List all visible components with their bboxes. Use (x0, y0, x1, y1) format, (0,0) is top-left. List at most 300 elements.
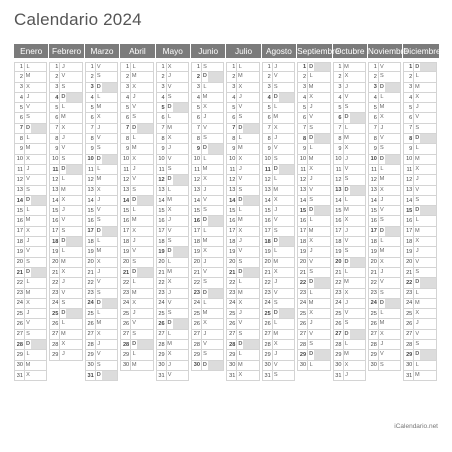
weekday-letter: M (24, 361, 31, 370)
weekday-letter: X (272, 268, 279, 277)
day-note-area (208, 216, 223, 225)
weekday-letter: L (378, 237, 385, 246)
day-number: 29 (229, 351, 236, 358)
day-number: 4 (232, 94, 236, 101)
day-note-area (102, 124, 117, 133)
day-cell (156, 258, 189, 268)
day-cell (226, 72, 259, 82)
day-cell (191, 62, 224, 72)
day-note-area (31, 258, 46, 267)
day-cell (297, 186, 330, 196)
day-cell (120, 258, 153, 268)
weekday-letter: D (309, 64, 314, 70)
weekday-letter: L (307, 216, 314, 225)
weekday-letter: J (272, 63, 279, 71)
day-cell (120, 72, 153, 82)
day-cell (368, 299, 401, 309)
day-note-area (173, 83, 188, 92)
weekday-letter: J (413, 103, 420, 112)
day-number: 12 (264, 176, 271, 183)
day-cell (49, 340, 82, 350)
weekday-letter: V (378, 350, 385, 359)
day-cell (368, 93, 401, 103)
day-note-area (385, 134, 400, 143)
day-note-area (31, 72, 46, 81)
day-cell (226, 268, 259, 278)
day-cell (333, 299, 366, 309)
weekday-letter: V (166, 83, 173, 92)
day-note-area (31, 134, 46, 143)
day-note-area (350, 330, 365, 339)
day-number: 4 (338, 94, 342, 101)
day-note-area (350, 134, 365, 143)
day-number: 11 (87, 166, 94, 173)
day-cell (226, 83, 259, 93)
day-number: 30 (229, 362, 236, 369)
day-number: 21 (193, 269, 200, 276)
day-note-area (350, 83, 365, 92)
day-cell (85, 361, 118, 371)
weekday-letter: X (236, 155, 243, 164)
day-number: 21 (87, 269, 94, 276)
day-cell (120, 278, 153, 288)
weekday-letter: J (413, 319, 420, 328)
day-number: 4 (90, 94, 94, 101)
day-note-area (314, 72, 329, 81)
weekday-letter: M (201, 93, 208, 102)
day-cell (262, 134, 295, 144)
day-number: 6 (232, 115, 236, 122)
day-number: 8 (126, 135, 130, 142)
day-note-area (420, 93, 435, 102)
day-note-area (66, 124, 81, 133)
month-header-junio: Junio (191, 44, 226, 58)
day-number: 17 (299, 228, 307, 235)
day-note-area (385, 206, 400, 215)
day-note-area (420, 268, 435, 277)
day-number: 24 (122, 300, 130, 307)
month-column-julio (226, 62, 261, 381)
day-number: 11 (52, 166, 59, 173)
day-cell (333, 103, 366, 113)
day-number: 31 (16, 372, 23, 379)
day-cell (49, 289, 82, 299)
weekday-letter: J (236, 309, 243, 318)
day-cell (297, 330, 330, 340)
day-note-area (243, 103, 258, 112)
day-cell (368, 330, 401, 340)
day-number: 29 (87, 351, 94, 358)
day-cell (191, 186, 224, 196)
weekday-letter: L (343, 340, 350, 349)
day-cell (368, 361, 401, 371)
day-cell (262, 258, 295, 268)
weekday-letter: S (201, 63, 208, 71)
day-cell (226, 196, 259, 206)
weekday-letter: J (24, 237, 31, 246)
day-note-area (173, 309, 188, 318)
weekday-letter: M (378, 175, 385, 184)
day-number: 7 (373, 125, 377, 132)
day-note-area (350, 113, 365, 122)
weekday-letter: J (166, 72, 173, 81)
weekday-letter: L (378, 309, 385, 318)
weekday-letter: X (343, 72, 350, 81)
day-note-area (173, 186, 188, 195)
day-number: 20 (299, 259, 307, 266)
day-note-area (420, 186, 435, 195)
day-cell (297, 206, 330, 216)
weekday-letter: X (236, 371, 243, 380)
day-number: 8 (232, 135, 236, 142)
day-number: 29 (370, 351, 377, 358)
day-note-area (66, 103, 81, 112)
day-number: 3 (55, 84, 59, 91)
day-note-area (314, 227, 329, 236)
day-note-area (279, 289, 294, 298)
day-number: 10 (229, 156, 236, 163)
day-note-area (31, 144, 46, 153)
weekday-letter: S (95, 361, 102, 370)
day-note-area (314, 206, 329, 215)
weekday-letter: S (378, 72, 385, 81)
day-number: 28 (122, 341, 130, 348)
day-cell (156, 237, 189, 247)
day-cell (191, 206, 224, 216)
weekday-letter: L (166, 330, 173, 339)
day-note-area (243, 186, 258, 195)
day-cell (49, 278, 82, 288)
day-number: 30 (264, 362, 271, 369)
day-number: 2 (196, 73, 200, 80)
weekday-letter: D (59, 237, 66, 246)
day-cell (333, 361, 366, 371)
day-cell (85, 134, 118, 144)
weekday-letter: J (59, 134, 66, 143)
day-note-area (314, 350, 329, 359)
month-column-febrero (49, 62, 84, 381)
day-cell (297, 175, 330, 185)
weekday-letter: J (378, 340, 385, 349)
day-number: 11 (371, 166, 377, 173)
weekday-letter: D (130, 340, 137, 349)
weekday-letter: L (24, 63, 31, 71)
day-number: 31 (335, 372, 342, 379)
day-cell (49, 103, 82, 113)
day-number: 7 (267, 125, 271, 132)
day-number: 18 (370, 238, 377, 245)
day-cell (191, 268, 224, 278)
weekday-letter: V (130, 103, 137, 112)
weekday-letter: S (59, 227, 66, 236)
day-cell (14, 247, 47, 257)
weekday-letter: X (201, 103, 208, 112)
weekday-letter: J (272, 134, 279, 143)
day-number: 3 (126, 84, 130, 91)
day-note-area (173, 165, 188, 174)
day-note-area (66, 247, 81, 256)
day-cell (262, 247, 295, 257)
day-number: 25 (335, 310, 342, 317)
day-number: 15 (87, 207, 94, 214)
day-note-area (314, 319, 329, 328)
weekday-letter: L (413, 72, 420, 81)
day-number: 11 (335, 166, 342, 173)
weekday-letter: M (236, 72, 243, 81)
weekday-letter: S (130, 330, 137, 339)
day-number: 21 (16, 269, 23, 276)
day-number: 26 (16, 321, 23, 328)
weekday-letter: S (201, 278, 208, 287)
weekday-letter: X (378, 258, 385, 267)
day-note-area (137, 216, 152, 225)
weekday-letter: M (378, 319, 385, 328)
day-number: 23 (335, 290, 342, 297)
day-cell (85, 371, 118, 381)
day-cell (403, 196, 436, 206)
day-note-area (420, 216, 435, 225)
day-note-area (420, 258, 435, 267)
day-note-area (66, 268, 81, 277)
day-note-area (279, 309, 294, 318)
day-number: 17 (16, 228, 23, 235)
day-number: 20 (193, 259, 200, 266)
weekday-letter: V (24, 175, 31, 184)
day-note-area (385, 113, 400, 122)
day-number: 22 (335, 279, 342, 286)
day-cell (262, 175, 295, 185)
day-note-area (102, 72, 117, 81)
weekday-letter: X (95, 258, 102, 267)
day-note-area (350, 278, 365, 287)
weekday-letter: M (95, 247, 102, 256)
weekday-letter: J (95, 124, 102, 133)
day-note-area (173, 361, 188, 370)
day-note-area (243, 113, 258, 122)
day-number: 15 (52, 207, 59, 214)
weekday-letter: L (59, 247, 66, 256)
day-note-area (31, 247, 46, 256)
day-cell (226, 299, 259, 309)
day-cell (297, 350, 330, 360)
day-note-area (314, 247, 329, 256)
weekday-letter: L (95, 93, 102, 102)
weekday-letter: S (130, 258, 137, 267)
day-cell (191, 93, 224, 103)
day-note-area (31, 103, 46, 112)
day-number: 12 (87, 176, 94, 183)
day-number: 4 (19, 94, 23, 101)
day-number: 8 (409, 135, 413, 142)
day-number: 20 (406, 259, 413, 266)
day-number: 19 (16, 248, 23, 255)
day-note-area (385, 196, 400, 205)
weekday-letter: M (307, 83, 314, 92)
day-number: 27 (193, 331, 200, 338)
weekday-letter: M (272, 113, 279, 122)
day-number: 15 (335, 207, 342, 214)
weekday-letter: S (378, 144, 385, 153)
weekday-letter: D (59, 165, 66, 174)
day-number: 16 (335, 218, 342, 225)
weekday-letter: V (59, 216, 66, 225)
weekday-letter: M (201, 309, 208, 318)
day-cell (262, 93, 295, 103)
day-number: 13 (335, 187, 342, 194)
weekday-letter: J (201, 258, 208, 267)
day-number: 15 (264, 207, 271, 214)
day-cell (85, 186, 118, 196)
day-cell (14, 206, 47, 216)
day-note-area (208, 206, 223, 215)
day-cell (156, 206, 189, 216)
weekday-letter: M (272, 330, 279, 339)
day-cell (226, 206, 259, 216)
day-number: 5 (267, 104, 271, 111)
day-number: 14 (335, 197, 342, 204)
weekday-letter: D (307, 206, 314, 215)
weekday-letter: V (272, 289, 279, 298)
weekday-letter: X (95, 113, 102, 122)
day-cell (156, 216, 189, 226)
weekday-letter: D (343, 258, 350, 267)
day-number: 20 (264, 259, 271, 266)
day-note-area (314, 237, 329, 246)
day-number: 17 (193, 228, 200, 235)
day-cell (156, 371, 189, 381)
day-note-area (208, 247, 223, 256)
day-number: 25 (52, 310, 59, 317)
weekday-letter: L (95, 309, 102, 318)
day-cell (226, 165, 259, 175)
day-number: 6 (267, 115, 271, 122)
weekday-letter: S (95, 72, 102, 81)
day-note-area (137, 330, 152, 339)
weekday-letter: L (59, 175, 66, 184)
day-note-area (66, 93, 81, 102)
day-note-area (350, 247, 365, 256)
day-cell (297, 278, 330, 288)
day-note-area (350, 289, 365, 298)
day-note-area (173, 124, 188, 133)
day-note-area (279, 350, 294, 359)
day-number: 30 (335, 362, 342, 369)
day-note-area (243, 340, 258, 349)
day-cell (403, 340, 436, 350)
day-note-area (208, 258, 223, 267)
weekday-letter: M (236, 361, 243, 370)
day-note-area (66, 72, 81, 81)
day-cell (403, 330, 436, 340)
day-note-area (420, 289, 435, 298)
weekday-letter: S (59, 83, 66, 92)
day-note-area (314, 113, 329, 122)
day-cell (85, 83, 118, 93)
weekday-letter: D (201, 144, 208, 153)
weekday-letter: X (343, 216, 350, 225)
day-note-area (279, 165, 294, 174)
day-cell (120, 134, 153, 144)
day-note-area (350, 175, 365, 184)
day-note-area (385, 258, 400, 267)
weekday-letter: D (59, 93, 66, 102)
day-note-area (137, 289, 152, 298)
day-cell (156, 186, 189, 196)
weekday-letter: X (130, 227, 137, 236)
day-cell (156, 247, 189, 257)
weekday-letter: L (130, 278, 137, 287)
day-cell (85, 165, 118, 175)
day-number: 6 (303, 115, 307, 122)
weekday-letter: V (236, 247, 243, 256)
day-number: 3 (19, 84, 23, 91)
day-note-area (314, 83, 329, 92)
day-note-area (279, 93, 294, 102)
weekday-letter: X (95, 186, 102, 195)
weekday-letter: M (307, 227, 314, 236)
weekday-letter: V (378, 206, 385, 215)
day-cell (297, 103, 330, 113)
day-number: 28 (406, 341, 413, 348)
weekday-letter: V (59, 72, 66, 81)
day-note-area (173, 340, 188, 349)
day-note-area (137, 124, 152, 133)
weekday-letter: M (413, 155, 420, 164)
weekday-letter: X (24, 155, 31, 164)
day-number: 14 (52, 197, 59, 204)
day-note-area (385, 165, 400, 174)
day-note-area (66, 319, 81, 328)
weekday-letter: J (59, 350, 66, 359)
day-number: 13 (158, 187, 165, 194)
day-cell (120, 186, 153, 196)
day-note-area (279, 175, 294, 184)
day-note-area (173, 258, 188, 267)
weekday-letter: V (307, 186, 314, 195)
day-number: 8 (55, 135, 59, 142)
weekday-letter: M (24, 289, 31, 298)
day-note-area (385, 93, 400, 102)
weekday-letter: L (307, 361, 314, 370)
day-number: 29 (264, 351, 271, 358)
day-cell (297, 361, 330, 371)
day-cell (368, 340, 401, 350)
day-number: 22 (264, 279, 271, 286)
day-cell (156, 340, 189, 350)
day-cell (191, 361, 224, 371)
day-number: 24 (335, 300, 342, 307)
day-cell (191, 124, 224, 134)
day-number: 6 (55, 115, 59, 122)
day-number: 3 (409, 84, 413, 91)
day-number: 15 (16, 207, 23, 214)
day-cell (85, 113, 118, 123)
day-note-area (350, 144, 365, 153)
weekday-letter: D (130, 268, 137, 277)
day-cell (262, 268, 295, 278)
weekday-letter: J (378, 124, 385, 133)
day-cell (403, 72, 436, 82)
day-number: 5 (161, 104, 165, 111)
day-note-area (173, 319, 188, 328)
day-note-area (385, 361, 400, 370)
day-number: 30 (122, 362, 130, 369)
day-cell (49, 175, 82, 185)
month-header-diciembre: Diciembre (403, 46, 441, 56)
day-cell (49, 330, 82, 340)
day-cell (226, 258, 259, 268)
day-cell (368, 186, 401, 196)
